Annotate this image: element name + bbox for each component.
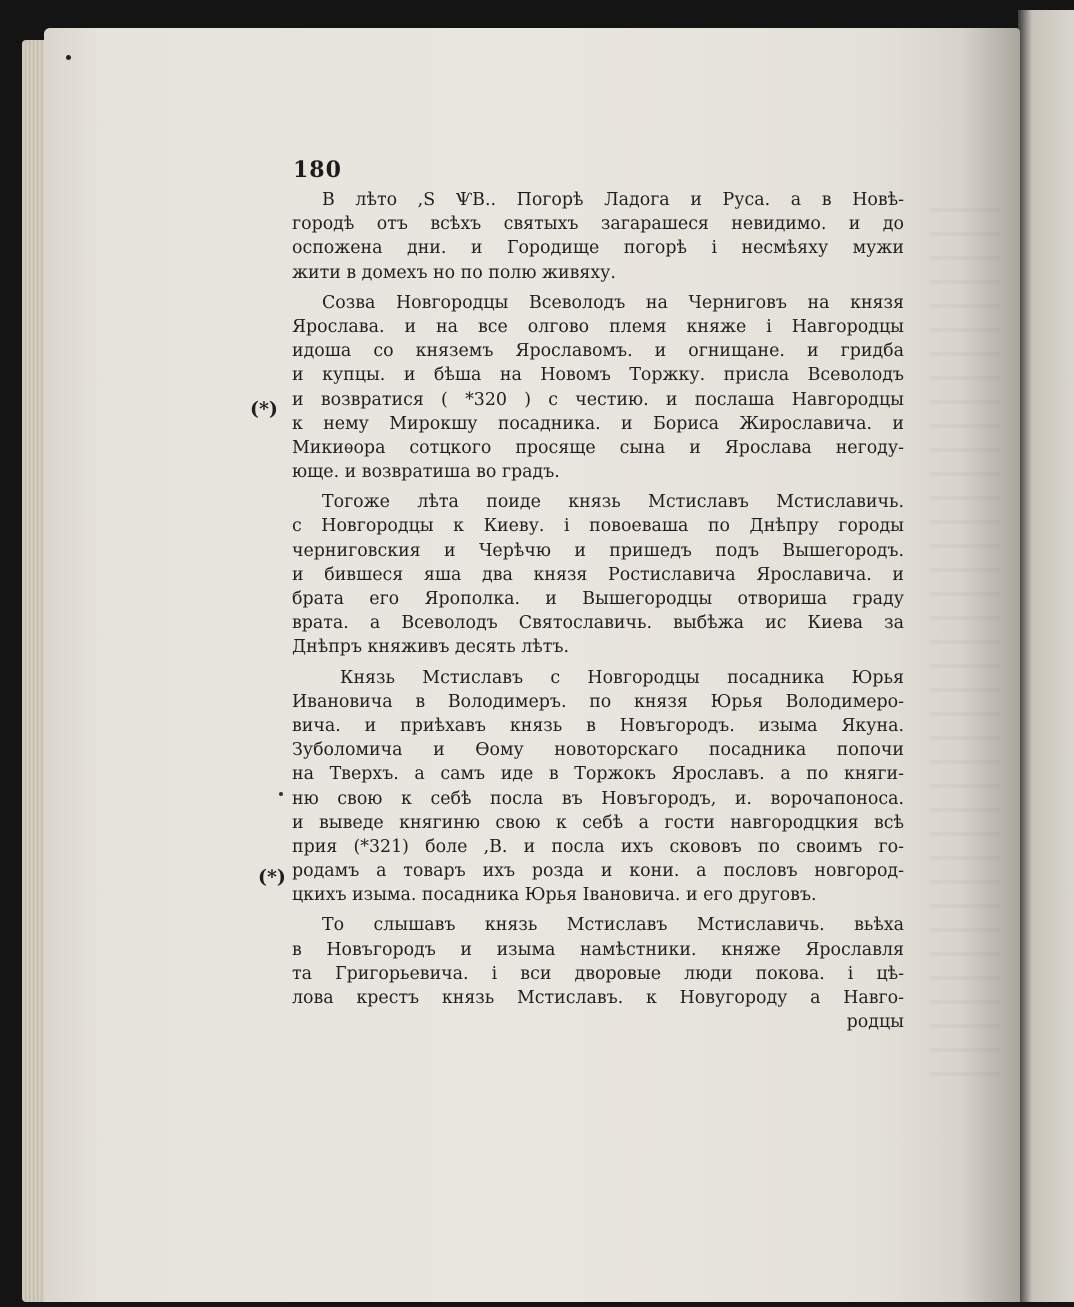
margin-bullet	[279, 792, 283, 796]
facing-page-edge	[1018, 10, 1074, 1302]
text-line: черниговския и Черѣчю и пришедъ подъ Вышегородъ.	[292, 540, 904, 561]
paragraph	[292, 666, 904, 908]
text-line: и купцы. и бѣша на Новомъ Торжку. присла Всеволодъ	[292, 365, 904, 386]
text-line: Днѣпръ княживъ десять лѣтъ.	[292, 637, 570, 658]
text-line: цкихъ изыма. посадника Юрья Івановича. и его друговъ.	[292, 885, 817, 906]
text-line: оспожена дни. и Городище погорѣ і несмѣяху мужи	[292, 238, 904, 259]
text-line: Зуболомича и Ѳому новоторскаго посадника попочи	[292, 740, 904, 761]
text-line: та Григорьевича. і вси дворовые люди покова. і цѣ-	[292, 963, 904, 984]
text-line: Тогоже лѣта поиде князь Мстиславъ Мстиславичь.	[322, 492, 904, 513]
text-line: вича. и приѣхавъ князь в Новъгородъ. изыма Якуна.	[292, 715, 904, 736]
text-line: ню свою к себѣ посла въ Новъгородъ, и. ворочапоноса.	[292, 788, 904, 809]
text-line: на Тверхъ. а самъ иде в Торжокъ Ярославъ. а по княги-	[292, 764, 904, 785]
ink-dot	[66, 55, 71, 60]
text-line: городѣ отъ всѣхъ святыхъ загарашеся невидимо. и до	[292, 214, 904, 235]
text-line: с Новгородцы к Киеву. і повоеваша по Днѣпру городы	[292, 516, 904, 537]
paragraph	[292, 188, 904, 285]
text-line: жити в домехъ но по полю живяху.	[292, 262, 616, 283]
text-line: и возвратися ( *320 ) с честию. и послаша Навгородцы	[292, 389, 904, 410]
page-number: 180	[293, 157, 342, 183]
text-line: То слышавъ князь Мстиславъ Мстиславичь. вьѣха	[322, 915, 904, 936]
text-line: и бившеся яша два князя Ростиславича Ярославича. и	[292, 564, 904, 585]
text-line: В лѣто ,Ѕ ѰВ.. Погорѣ Ладога и Руса. а в Новѣ-	[322, 190, 904, 210]
paragraph	[292, 291, 904, 485]
margin-note-marker: (*)	[258, 866, 286, 888]
body-text	[292, 188, 904, 1040]
text-line: юще. и возвратиша во градъ.	[292, 462, 560, 483]
paragraph	[292, 913, 904, 1034]
text-line: Князь Мстиславъ с Новгородцы посадника Юрья	[340, 667, 904, 688]
margin-note-marker: (*)	[250, 398, 278, 420]
text-line: в Новъгородъ и изыма намѣстники. княже Ярославля	[292, 939, 904, 960]
text-line: Микиѳора сотцкого просяще сына и Ярослава негоду-	[292, 437, 904, 458]
text-line: родамъ а товаръ ихъ розда и кони. а пословъ новгород-	[292, 861, 904, 882]
show-through	[930, 190, 1000, 1090]
text-line: Созва Новгородцы Всеволодъ на Черниговъ на князя	[322, 292, 904, 313]
text-line: Ивановича в Володимеръ. по князя Юрья Володимеро-	[292, 691, 904, 712]
catchword: родцы	[846, 1012, 904, 1033]
text-line: к нему Мирокшу посадника. и Бориса Жирославича. и	[292, 413, 904, 434]
text-line: идоша со княземъ Ярославомъ. и огнищане. и гридба	[292, 341, 904, 362]
paragraph	[292, 490, 904, 659]
text-line: и выведе княгиню свою к себѣ а гости навгородцкия всѣ	[292, 812, 904, 833]
text-line: лова крестъ князь Мстиславъ. к Новугороду а Навго-	[292, 988, 904, 1008]
text-line: брата его Ярополка. и Вышегородцы отвориша граду	[292, 589, 904, 609]
text-line: врата. а Всеволодъ Святославичь. выбѣжа ис Киева за	[292, 613, 904, 634]
text-line: Ярослава. и на все олгово племя княже і Навгородцы	[292, 316, 904, 337]
text-line: прия (*321) боле ,В. и посла ихъ скововъ по своимъ го-	[292, 836, 904, 857]
